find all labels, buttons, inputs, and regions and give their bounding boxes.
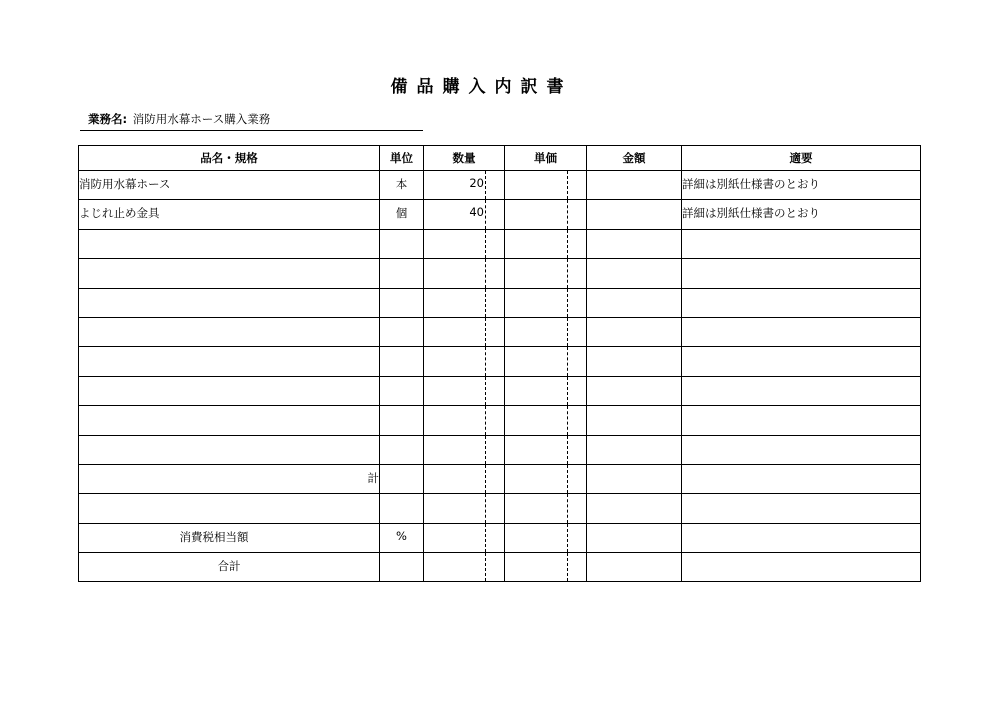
item-note-cell <box>682 435 921 464</box>
item-price-cell <box>505 171 587 200</box>
item-name-cell <box>79 317 380 346</box>
item-qty-value: 20 <box>469 176 484 190</box>
subtotal-unit-cell <box>380 464 424 493</box>
item-price-cell <box>505 494 587 523</box>
table-row <box>79 229 921 258</box>
subtotal-label: 計 <box>79 464 380 493</box>
item-price-cell <box>505 259 587 288</box>
item-note-cell: 詳細は別紙仕様書のとおり <box>682 200 921 229</box>
table-row <box>79 376 921 405</box>
item-note-cell <box>682 376 921 405</box>
tax-qty-cell <box>424 523 505 552</box>
item-qty-cell <box>424 200 505 229</box>
project-label: 業務名: <box>88 112 128 126</box>
item-price-cell <box>505 376 587 405</box>
item-price-cell <box>505 288 587 317</box>
header-unit-price: 単価 <box>505 146 587 171</box>
item-note-cell: 詳細は別紙仕様書のとおり <box>682 171 921 200</box>
item-name-cell <box>79 288 380 317</box>
item-unit-cell <box>380 229 424 258</box>
item-name-cell <box>79 229 380 258</box>
item-unit-cell <box>380 406 424 435</box>
item-unit-cell <box>380 347 424 376</box>
table-row <box>79 494 921 523</box>
item-unit-cell <box>380 288 424 317</box>
tax-note-cell <box>682 523 921 552</box>
item-qty-cell <box>424 435 505 464</box>
breakdown-table <box>78 145 921 582</box>
item-name-cell <box>79 259 380 288</box>
item-note-cell <box>682 259 921 288</box>
item-unit-cell <box>380 376 424 405</box>
item-amount-cell <box>587 317 682 346</box>
subtotal-qty-cell <box>424 464 505 493</box>
table-header-row <box>79 146 921 171</box>
item-name-cell <box>79 494 380 523</box>
subtotal-note-cell <box>682 464 921 493</box>
total-note-cell <box>682 553 921 582</box>
item-qty-cell <box>424 494 505 523</box>
tax-label-cell <box>79 523 380 552</box>
subtotal-amount-cell <box>587 464 682 493</box>
item-unit-cell: 個 <box>380 200 424 229</box>
header-quantity: 数量 <box>424 146 505 171</box>
subtotal-row <box>79 464 921 493</box>
item-amount-cell <box>587 347 682 376</box>
header-unit: 単位 <box>380 146 424 171</box>
subtotal-price-cell <box>505 464 587 493</box>
item-note-cell <box>682 406 921 435</box>
item-qty-cell <box>424 317 505 346</box>
document-title: 備品購入内訳書 <box>390 77 573 97</box>
table-row <box>79 317 921 346</box>
item-price-cell <box>505 406 587 435</box>
item-price-cell <box>505 347 587 376</box>
item-qty-cell <box>424 376 505 405</box>
table-row <box>79 288 921 317</box>
project-name-row <box>80 110 423 131</box>
item-price-cell <box>505 435 587 464</box>
item-name-cell <box>79 347 380 376</box>
item-amount-cell <box>587 494 682 523</box>
header-amount: 金額 <box>587 146 682 171</box>
item-note-cell <box>682 347 921 376</box>
item-amount-cell <box>587 435 682 464</box>
item-name-cell <box>79 406 380 435</box>
item-note-cell <box>682 494 921 523</box>
item-name-cell <box>79 376 380 405</box>
item-unit-cell <box>380 435 424 464</box>
item-amount-cell <box>587 200 682 229</box>
item-amount-cell <box>587 288 682 317</box>
header-remarks: 適要 <box>682 146 921 171</box>
item-amount-cell <box>587 259 682 288</box>
total-unit-cell <box>380 553 424 582</box>
item-qty-cell <box>424 259 505 288</box>
item-amount-cell <box>587 171 682 200</box>
item-qty-cell <box>424 347 505 376</box>
total-label-cell <box>79 553 380 582</box>
total-qty-cell <box>424 553 505 582</box>
item-name-cell <box>79 435 380 464</box>
tax-amount-cell <box>587 523 682 552</box>
tax-price-cell <box>505 523 587 552</box>
project-value: 消防用水幕ホース購入業務 <box>132 112 271 126</box>
item-qty-cell <box>424 171 505 200</box>
table-row <box>79 347 921 376</box>
table-row <box>79 406 921 435</box>
item-name-cell: よじれ止め金具 <box>79 200 380 229</box>
tax-unit-cell: % <box>380 523 424 552</box>
total-amount-cell <box>587 553 682 582</box>
table-row <box>79 259 921 288</box>
tax-label: 消費税相当額 <box>179 529 249 544</box>
total-row <box>79 553 921 582</box>
item-unit-cell <box>380 259 424 288</box>
item-qty-cell <box>424 288 505 317</box>
item-name-cell: 消防用水幕ホース <box>79 171 380 200</box>
total-price-cell <box>505 553 587 582</box>
item-amount-cell <box>587 406 682 435</box>
item-price-cell <box>505 229 587 258</box>
item-qty-cell <box>424 406 505 435</box>
tax-row <box>79 523 921 552</box>
table-row <box>79 435 921 464</box>
item-note-cell <box>682 288 921 317</box>
item-unit-cell <box>380 494 424 523</box>
item-note-cell <box>682 317 921 346</box>
item-note-cell <box>682 229 921 258</box>
item-qty-cell <box>424 229 505 258</box>
table-row <box>79 200 921 229</box>
table-row <box>79 171 921 200</box>
total-label: 合計 <box>217 559 241 574</box>
header-item-name: 品名・規格 <box>79 146 380 171</box>
item-unit-cell <box>380 317 424 346</box>
item-price-cell <box>505 317 587 346</box>
item-amount-cell <box>587 229 682 258</box>
item-amount-cell <box>587 376 682 405</box>
item-price-cell <box>505 200 587 229</box>
item-qty-value: 40 <box>469 205 484 220</box>
item-unit-cell: 本 <box>380 171 424 200</box>
